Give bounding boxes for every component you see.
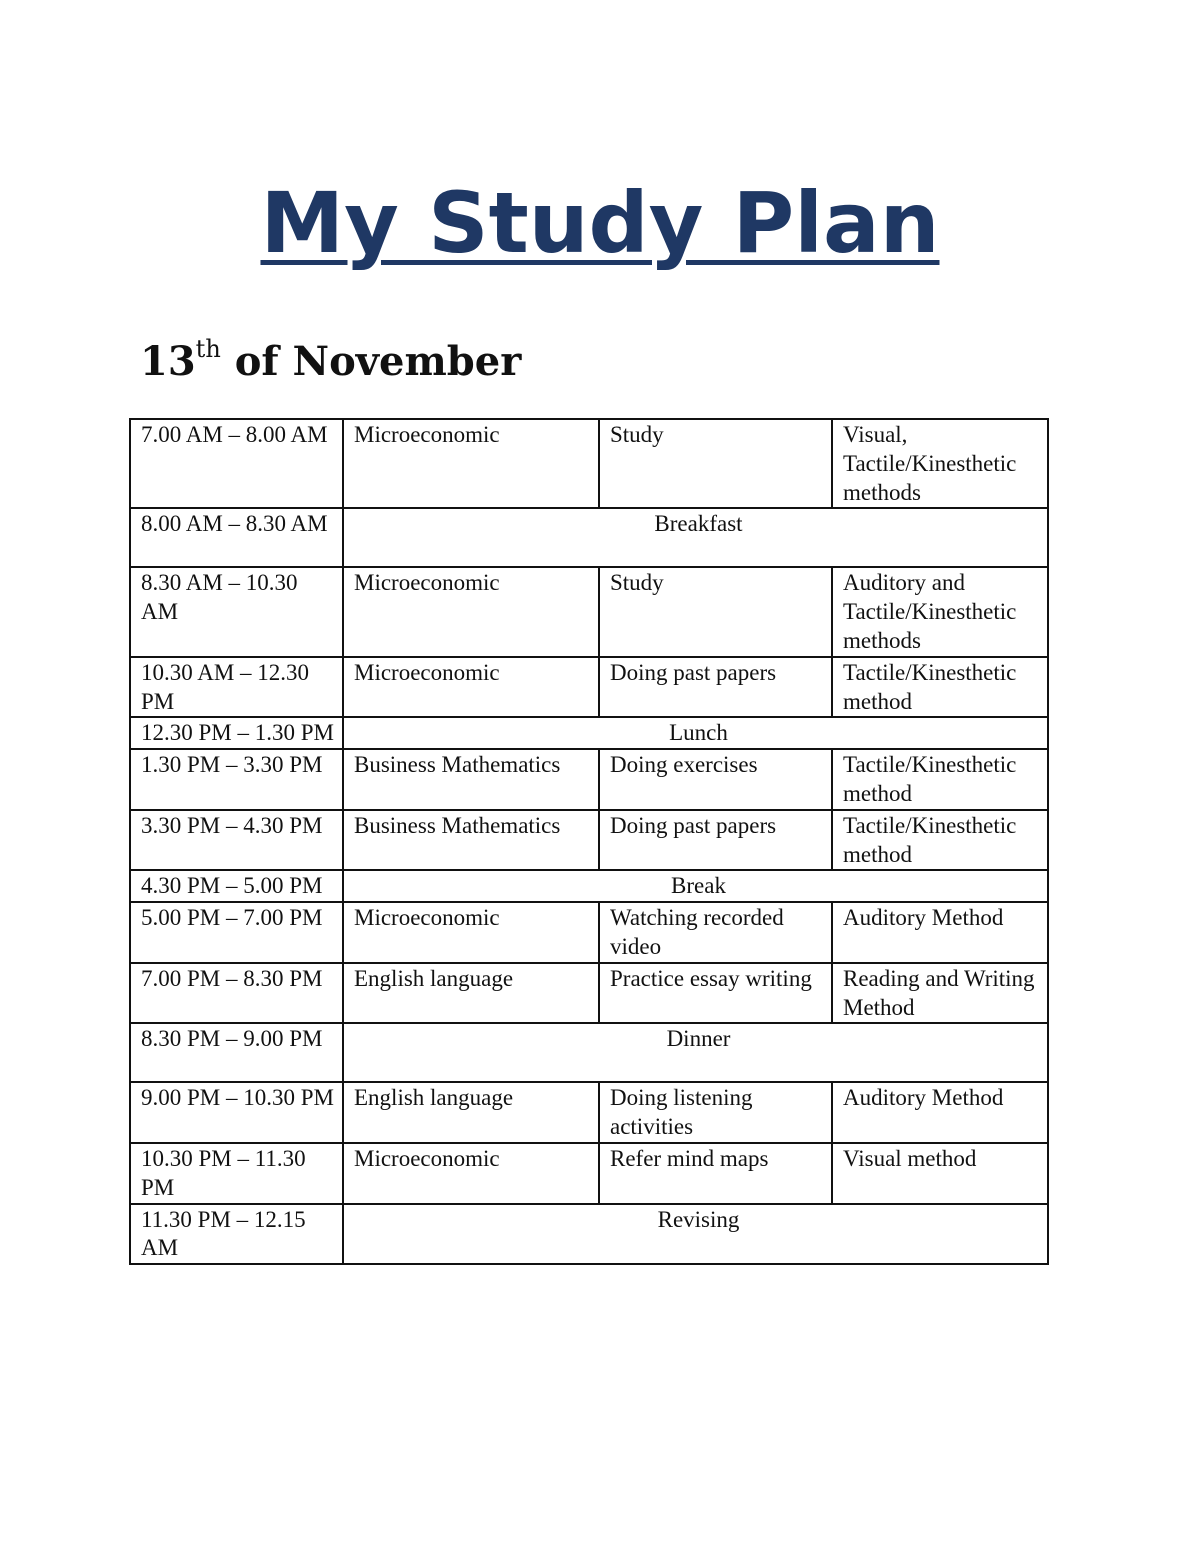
activity-cell: Study <box>599 567 832 656</box>
subject-cell: Microeconomic <box>343 1143 599 1204</box>
time-cell: 7.00 PM – 8.30 PM <box>130 963 343 1024</box>
table-row <box>130 902 1048 963</box>
date-day: 13 <box>140 338 196 385</box>
table-row <box>130 508 1048 567</box>
time-cell: 3.30 PM – 4.30 PM <box>130 810 343 871</box>
time-cell: 5.00 PM – 7.00 PM <box>130 902 343 963</box>
date-suffix: th <box>195 335 221 363</box>
page-title-text: My Study Plan <box>260 174 940 272</box>
table-row <box>130 810 1048 871</box>
break-cell: Revising <box>343 1204 1048 1265</box>
date-rest: of November <box>220 338 522 385</box>
break-cell: Dinner <box>343 1023 1048 1082</box>
activity-cell: Doing exercises <box>599 749 832 810</box>
activity-cell: Refer mind maps <box>599 1143 832 1204</box>
page-title <box>0 168 1200 278</box>
method-cell: Tactile/Kinesthetic method <box>832 657 1048 718</box>
time-cell: 4.30 PM – 5.00 PM <box>130 870 343 902</box>
activity-cell: Doing past papers <box>599 657 832 718</box>
time-cell: 1.30 PM – 3.30 PM <box>130 749 343 810</box>
time-cell: 8.30 PM – 9.00 PM <box>130 1023 343 1082</box>
method-cell: Visual, Tactile/Kinesthetic methods <box>832 419 1048 508</box>
date-heading <box>140 332 521 392</box>
table-row <box>130 1023 1048 1082</box>
table-row <box>130 717 1048 749</box>
method-cell: Reading and Writing Method <box>832 963 1048 1024</box>
method-cell: Auditory Method <box>832 1082 1048 1143</box>
subject-cell: English language <box>343 963 599 1024</box>
break-cell: Break <box>343 870 1048 902</box>
subject-cell: Business Mathematics <box>343 810 599 871</box>
table-row <box>130 963 1048 1024</box>
subject-cell: Microeconomic <box>343 657 599 718</box>
table-row <box>130 419 1048 508</box>
time-cell: 7.00 AM – 8.00 AM <box>130 419 343 508</box>
activity-cell: Watching recorded video <box>599 902 832 963</box>
study-schedule-table <box>129 418 1049 1265</box>
time-cell: 11.30 PM – 12.15 AM <box>130 1204 343 1265</box>
subject-cell: English language <box>343 1082 599 1143</box>
break-cell: Lunch <box>343 717 1048 749</box>
table-row <box>130 1204 1048 1265</box>
time-cell: 12.30 PM – 1.30 PM <box>130 717 343 749</box>
table-row <box>130 1143 1048 1204</box>
subject-cell: Business Mathematics <box>343 749 599 810</box>
subject-cell: Microeconomic <box>343 567 599 656</box>
time-cell: 8.30 AM – 10.30 AM <box>130 567 343 656</box>
method-cell: Tactile/Kinesthetic method <box>832 810 1048 871</box>
activity-cell: Doing past papers <box>599 810 832 871</box>
table-row <box>130 749 1048 810</box>
time-cell: 10.30 PM – 11.30 PM <box>130 1143 343 1204</box>
subject-cell: Microeconomic <box>343 419 599 508</box>
method-cell: Auditory Method <box>832 902 1048 963</box>
activity-cell: Study <box>599 419 832 508</box>
time-cell: 10.30 AM – 12.30 PM <box>130 657 343 718</box>
activity-cell: Practice essay writing <box>599 963 832 1024</box>
method-cell: Tactile/Kinesthetic method <box>832 749 1048 810</box>
table-row <box>130 1082 1048 1143</box>
table-row <box>130 870 1048 902</box>
method-cell: Visual method <box>832 1143 1048 1204</box>
table-row <box>130 657 1048 718</box>
method-cell: Auditory and Tactile/Kinesthetic methods <box>832 567 1048 656</box>
table-row <box>130 567 1048 656</box>
time-cell: 8.00 AM – 8.30 AM <box>130 508 343 567</box>
subject-cell: Microeconomic <box>343 902 599 963</box>
time-cell: 9.00 PM – 10.30 PM <box>130 1082 343 1143</box>
break-cell: Breakfast <box>343 508 1048 567</box>
activity-cell: Doing listening activities <box>599 1082 832 1143</box>
